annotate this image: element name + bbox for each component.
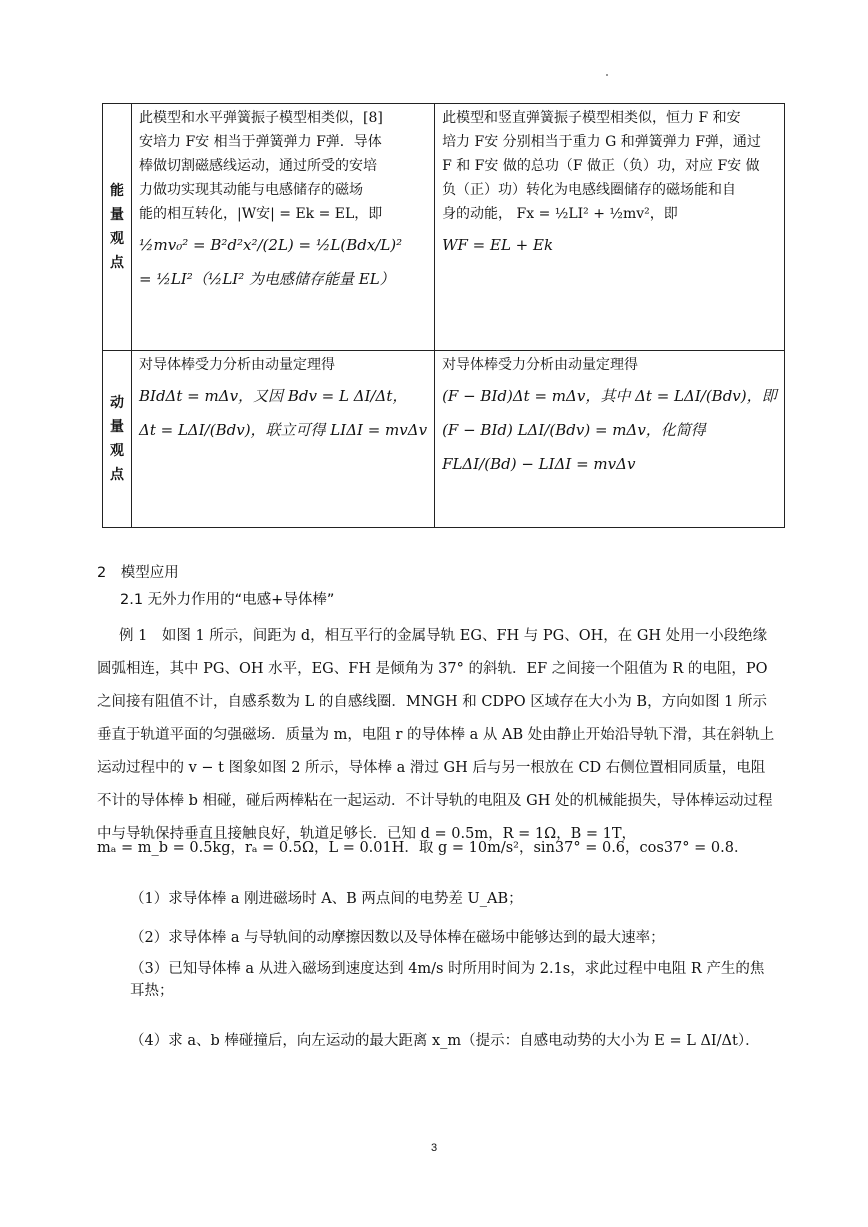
momentum-equation: FLΔI/(Bd) − LIΔI = mvΔv	[442, 455, 636, 473]
question-2: （2）求导体棒 a 与导轨间的动摩擦因数以及导体棒在磁场中能够达到的最大速率；	[130, 930, 665, 946]
energy-horizontal-model-cell	[132, 104, 435, 351]
momentum-vertical-model-cell	[435, 351, 785, 528]
cell-line: 此模型和水平弹簧振子模型相类似，[8]	[139, 110, 383, 126]
momentum-equation: Δt = LΔI/(Bdv)，联立可得 LIΔI = mvΔv	[139, 421, 428, 439]
cell-line: 安培力 F安 相当于弹簧弹力 F弹．导体	[139, 134, 382, 150]
cell-line: F 和 F安 做的总功（F 做正（负）功，对应 F安 做	[442, 158, 760, 174]
momentum-equation: (F − BId)Δt = mΔv，其中 Δt = LΔI/(Bdv)，即	[442, 387, 777, 405]
page-number: 3	[430, 1142, 438, 1154]
energy-vertical-model-cell	[435, 104, 785, 351]
momentum-horizontal-model-cell	[132, 351, 435, 528]
scan-speck	[606, 74, 608, 76]
example-paragraph: 例 1 如图 1 所示，间距为 d，相互平行的金属导轨 EG、FH 与 PG、OH，在 GH 处用一小段绝缘圆弧相连，其中 PG、OH 水平，EG、FH 是倾角为 37° 的斜轨．EF 之间接一个阻值为 R 的电阻，PO 之间接有阻值不计，自感系数为 L 的自感线圈．MNGH 和 CDPO 区域存在大小为 B，方向如图 1 所示垂直于轨道平面的匀强磁场．质量为 m，电阻 r 的导体棒 a 从 AB 处由静止开始沿导轨下滑，其在斜轨上运动过程中的 v − t 图象如图 2 所示，导体棒 a 滑过 GH 后与另一根放在 CD 右侧位置相同质量，电阻不计的导体棒 b 相碰，碰后两棒粘在一起运动．不计导轨的电阻及 GH 处的机械能损失，导体棒运动过程中与导轨保持垂直且接触良好，轨道足够长．已知 d = 0.5m，R = 1Ω，B = 1T，	[97, 628, 775, 842]
work-equation: WF = EL + Ek	[442, 236, 554, 254]
cell-line: 对导体棒受力分析由动量定理得	[442, 357, 639, 373]
cell-line: 对导体棒受力分析由动量定理得	[139, 357, 335, 373]
question-3: （3）已知导体棒 a 从进入磁场到速度达到 4m/s 时所用时间为 2.1s，求此过程中电阻 R 产生的焦耳热；	[130, 961, 765, 999]
momentum-equation: (F − BId) LΔI/(Bdv) = mΔv，化简得	[442, 421, 706, 439]
cell-line: 此模型和竖直弹簧振子模型相类似，恒力 F 和安	[442, 110, 741, 126]
energy-equation: ½mv₀² = B²d²x²/(2L) = ½L(Bdx/L)²	[139, 236, 403, 254]
section-heading: 2 模型应用	[97, 565, 179, 581]
cell-line: 能的相互转化，|W安| = Ek = EL，即	[139, 206, 383, 222]
momentum-equation: BIdΔt = mΔv，又因 Bdv = L ΔI/Δt，	[139, 387, 408, 405]
label-line: 动量	[110, 395, 124, 435]
cell-line: 负（正）功）转化为电感线圈储存的磁场能和自	[442, 182, 737, 198]
label-line: 观点	[110, 231, 124, 271]
subsection-heading: 2.1 无外力作用的“电感+导体棒”	[120, 592, 335, 608]
table-row-energy	[103, 104, 785, 351]
question-1: （1）求导体棒 a 刚进磁场时 A、B 两点间的电势差 U_AB；	[130, 891, 523, 907]
label-line: 能量	[110, 183, 124, 223]
cell-line: 力做功实现其动能与电感储存的磁场	[139, 182, 363, 198]
cell-line: 棒做切割磁感线运动，通过所受的安培	[139, 158, 377, 174]
cell-line: 培力 F安 分别相当于重力 G 和弹簧弹力 F弹，通过	[442, 134, 761, 150]
energy-equation-cont: = ½LI²（½LI² 为电感储存能量 EL）	[139, 270, 395, 288]
comparison-table	[102, 103, 785, 528]
given-values: mₐ = m_b = 0.5kg，rₐ = 0.5Ω，L = 0.01H．取 g = 10m/s²，sin37° = 0.6，cos37° = 0.8．	[97, 840, 749, 856]
cell-line: 身的动能， Fx = ½LI² + ½mv²，即	[442, 206, 678, 222]
row-label-energy	[103, 104, 132, 351]
label-line: 观点	[110, 443, 124, 483]
row-label-momentum	[103, 351, 132, 528]
table-row-momentum	[103, 351, 785, 528]
question-4: （4）求 a、b 棒碰撞后，向左运动的最大距离 x_m（提示：自感电动势的大小为 E = L ΔI/Δt）．	[130, 1033, 760, 1049]
